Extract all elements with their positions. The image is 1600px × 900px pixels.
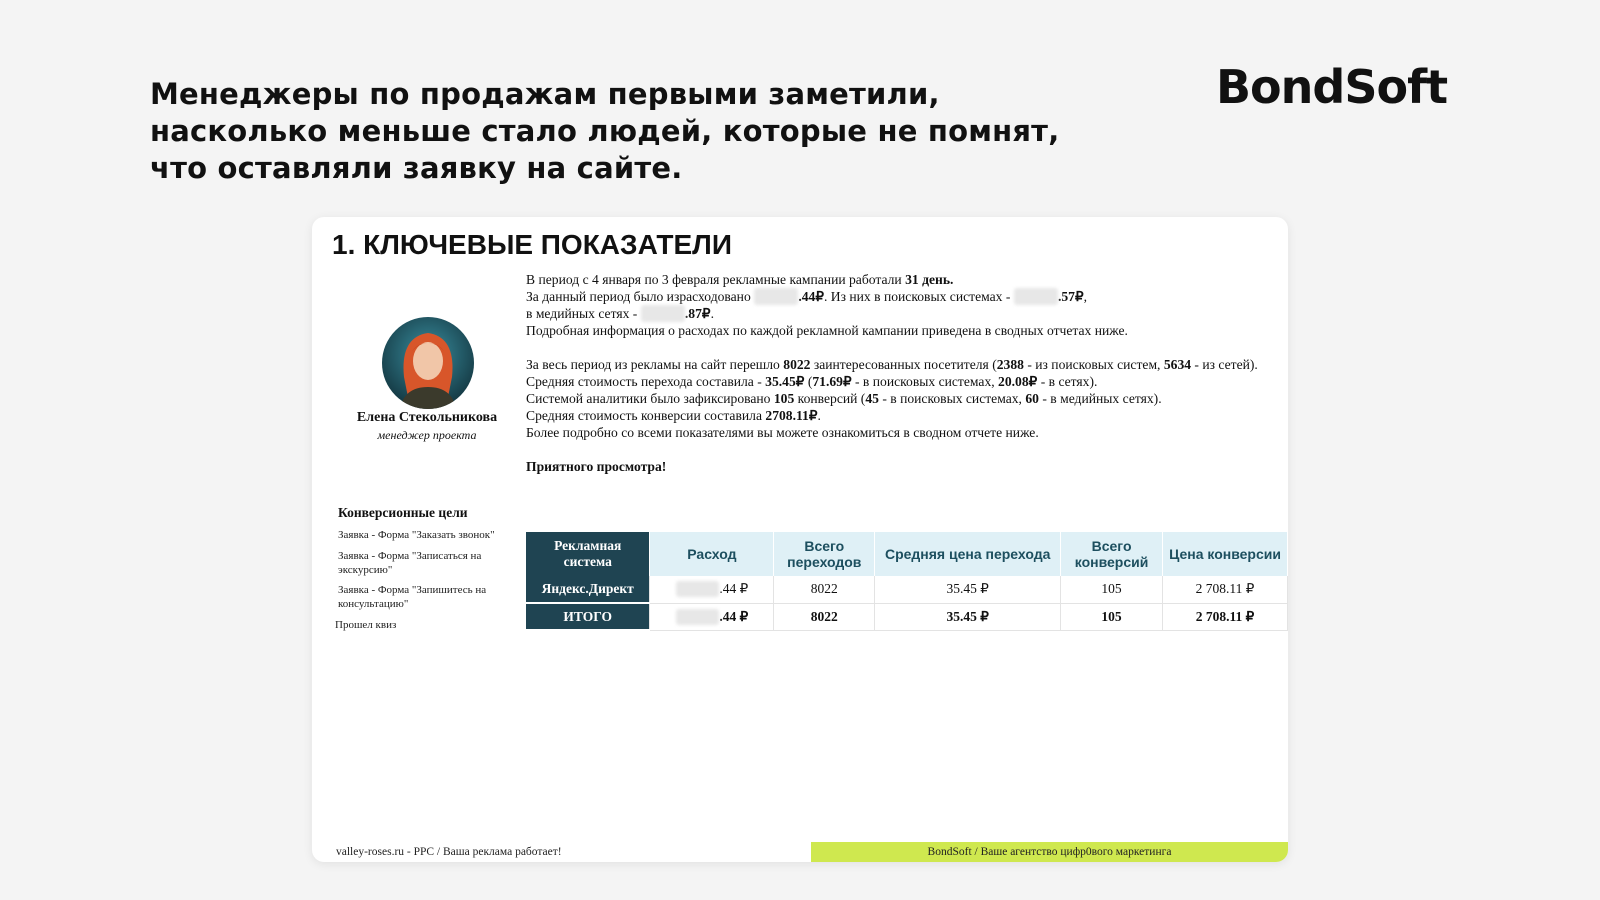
intro-line: Более подробно со всеми показателями вы можете ознакомиться в сводном отчете ниже.	[526, 425, 1039, 440]
cell-cpc: 35.45 ₽	[875, 603, 1061, 630]
goals-title: Конверсионные цели	[338, 505, 468, 520]
redacted-amount	[676, 581, 720, 597]
col-header-spend: Расход	[650, 532, 774, 576]
col-header-conversions: Всего конверсий	[1061, 532, 1163, 576]
intro-line: Подробная информация о расходах по каждой рекламной кампании приведена в сводных отчетах ниже.	[526, 323, 1128, 338]
bondsoft-logo: BondSoft	[1216, 60, 1448, 114]
cell-spend: .44 ₽	[650, 603, 774, 630]
col-header-cpc: Средняя цена перехода	[875, 532, 1061, 576]
table-header-row	[526, 532, 1288, 576]
cell-cpa: 2 708.11 ₽	[1163, 603, 1288, 630]
redacted-amount	[676, 609, 720, 625]
cell-cpa: 2 708.11 ₽	[1163, 576, 1288, 603]
headline-line-3: что оставляли заявку на сайте.	[150, 151, 683, 185]
intro-line: За данный период было израсходовано .44₽. Из них в поисковых системах - .57₽,	[526, 289, 1088, 304]
manager-avatar	[382, 317, 474, 409]
footer-agency-banner: BondSoft / Ваше агентство цифр0вого маркетинга	[811, 842, 1288, 862]
cell-system: Яндекс.Директ	[526, 576, 650, 603]
table-row	[526, 576, 1288, 603]
cell-cpc: 35.45 ₽	[875, 576, 1061, 603]
headline	[150, 76, 1060, 187]
intro-closing: Приятного просмотра!	[526, 459, 667, 474]
intro-line: Средняя стоимость перехода составила - 35.45₽ (71.69₽ - в поисковых системах, 20.08₽ - в сетях).	[526, 374, 1098, 389]
intro-line: Средняя стоимость конверсии составила 2708.11₽.	[526, 408, 821, 423]
footer-site-link: valley-roses.ru - PPC / Ваша реклама работает!	[336, 846, 562, 858]
cell-conversions: 105	[1061, 603, 1163, 630]
intro-line: Системой аналитики было зафиксировано 105 конверсий (45 - в поисковых системах, 60 - в медийных сетях).	[526, 391, 1162, 406]
col-header-clicks: Всего переходов	[774, 532, 875, 576]
redacted-amount	[641, 305, 685, 322]
goal-item: Заявка - Форма "Заказать звонок"	[338, 529, 495, 541]
cell-clicks: 8022	[774, 576, 875, 603]
report-card	[312, 217, 1288, 862]
intro-line: В период с 4 января по 3 февраля рекламные кампании работали 31 день.	[526, 272, 954, 287]
intro-line: в медийных сетях - .87₽.	[526, 306, 714, 321]
headline-line-1: Менеджеры по продажам первыми заметили,	[150, 77, 940, 111]
table-row-total	[526, 603, 1288, 630]
summary-table	[526, 532, 1288, 631]
col-header-cpa: Цена конверсии	[1163, 532, 1288, 576]
col-header-system: Рекламная система	[526, 532, 650, 576]
goal-item: Заявка - Форма "Запишитесь на консультацию"	[338, 584, 487, 610]
intro-text	[526, 271, 1276, 475]
cell-system: ИТОГО	[526, 603, 650, 630]
manager-name: Елена Стекольникова	[356, 410, 498, 425]
goal-item: Прошел квиз	[335, 619, 397, 631]
redacted-amount	[754, 288, 798, 305]
cell-clicks: 8022	[774, 603, 875, 630]
headline-line-2: насколько меньше стало людей, которые не помнят,	[150, 114, 1060, 148]
goal-item: Заявка - Форма "Записаться на экскурсию"	[338, 550, 482, 576]
intro-line: За весь период из рекламы на сайт перешло 8022 заинтересованных посетителя (2388 - из поисковых систем, 5634 - из сетей).	[526, 357, 1258, 372]
cell-conversions: 105	[1061, 576, 1163, 603]
redacted-amount	[1014, 288, 1058, 305]
cell-spend: .44 ₽	[650, 576, 774, 603]
avatar-image	[382, 317, 474, 409]
manager-role: менеджер проекта	[377, 428, 477, 442]
section-title: 1. КЛЮЧЕВЫЕ ПОКАЗАТЕЛИ	[332, 229, 732, 260]
